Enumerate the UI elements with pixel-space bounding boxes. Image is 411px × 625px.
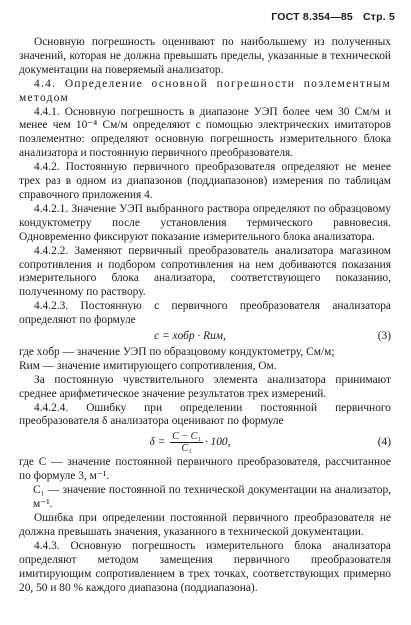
paragraph: C₁ — значение постоянной по технической документации на анализатор, м⁻¹. — [33, 484, 391, 511]
body-text — [19, 36, 391, 595]
paragraph: 4.4.2.3. Постоянную c первичного преобразователя анализатора определяют по формуле — [19, 300, 391, 327]
paragraph: Rим — значение имитирующего сопротивления, Ом. — [19, 359, 277, 372]
standard-number: ГОСТ 8.354—85 — [271, 11, 353, 23]
formula-fraction — [170, 431, 203, 454]
fraction-numerator: C − C₁ — [172, 431, 201, 443]
paragraph: Основную погрешность оценивают по наибольшему из полученных значений, которая не должна превышать пределы, указанные в технической документации на поверяемый анализатор. — [19, 36, 391, 76]
paragraph: Ошибка при определении постоянной первичного преобразователя не должна превышать значения, указанного в технической документации. — [19, 512, 391, 538]
paragraph: 4.4.2.2. Заменяют первичный преобразователь анализатора магазином сопротивления и подбором сопротивления на нем добиваются показания измерительного блока анализатора, соответствующего показанию, полученному по раствору. — [19, 244, 391, 299]
paragraph: где C — значение постоянной первичного преобразователя, рассчитанное по формуле 3, м⁻¹. — [19, 456, 391, 483]
formula-expression — [19, 431, 361, 454]
formula-lhs: δ = — [149, 436, 169, 449]
paragraph: 4.4.3. Основную погрешность измерительного блока анализатора определяют методом замещения первичного преобразователя имитирующим сопротивлением в трех точках, соответствующих примерно 20, 50 и 80 % каждого диапазона (поддиапазона). — [19, 539, 391, 594]
paragraph: 4.4.2.1. Значение УЭП выбранного раствора определяют по образцовому кондуктометру после установления термического равновесия. Одновременно фиксируют показание измерительного блока анализатора. — [19, 202, 391, 243]
paragraph: 4.4.2. Постоянную первичного преобразователя определяют не менее трех раз в одном из диапазонов (поддиапазонов) измерения по таблицам справочного приложения 4. — [19, 161, 391, 201]
formula-number: (4) — [377, 435, 391, 448]
formula-4 — [19, 431, 391, 454]
formula-3 — [19, 330, 391, 344]
paragraph: 4.4.1. Основную погрешность в диапазоне УЭП более чем 30 См/м и менее чем 10⁻⁴ См/м определяют с помощью электрических имитаторов поэлементно: определяют основную погрешность измерительного блока анализатора и постоянную первичного преобразователя. — [19, 105, 391, 160]
paragraph: 4.4.2.4. Ошибку при определении постоянной первичного преобразователя δ анализатора оценивают по формуле — [19, 401, 391, 428]
formula-rhs: · 100, — [204, 436, 231, 449]
formula-expression: c = xобр · Rим, — [154, 330, 226, 343]
page-number: Стр. 5 — [362, 11, 395, 23]
paragraph: За постоянную чувствительного элемента анализатора принимают среднее арифметическое значение результатов трех измерений. — [19, 373, 391, 400]
section-heading: 4.4. Определение основной погрешности поэлементным методом — [19, 77, 391, 104]
page-header — [271, 11, 395, 23]
formula-number: (3) — [377, 330, 391, 343]
fraction-denominator: C₁ — [181, 443, 192, 455]
paragraph: где xобр — значение УЭП по образцовому кондуктометру, См/м; — [19, 345, 335, 358]
